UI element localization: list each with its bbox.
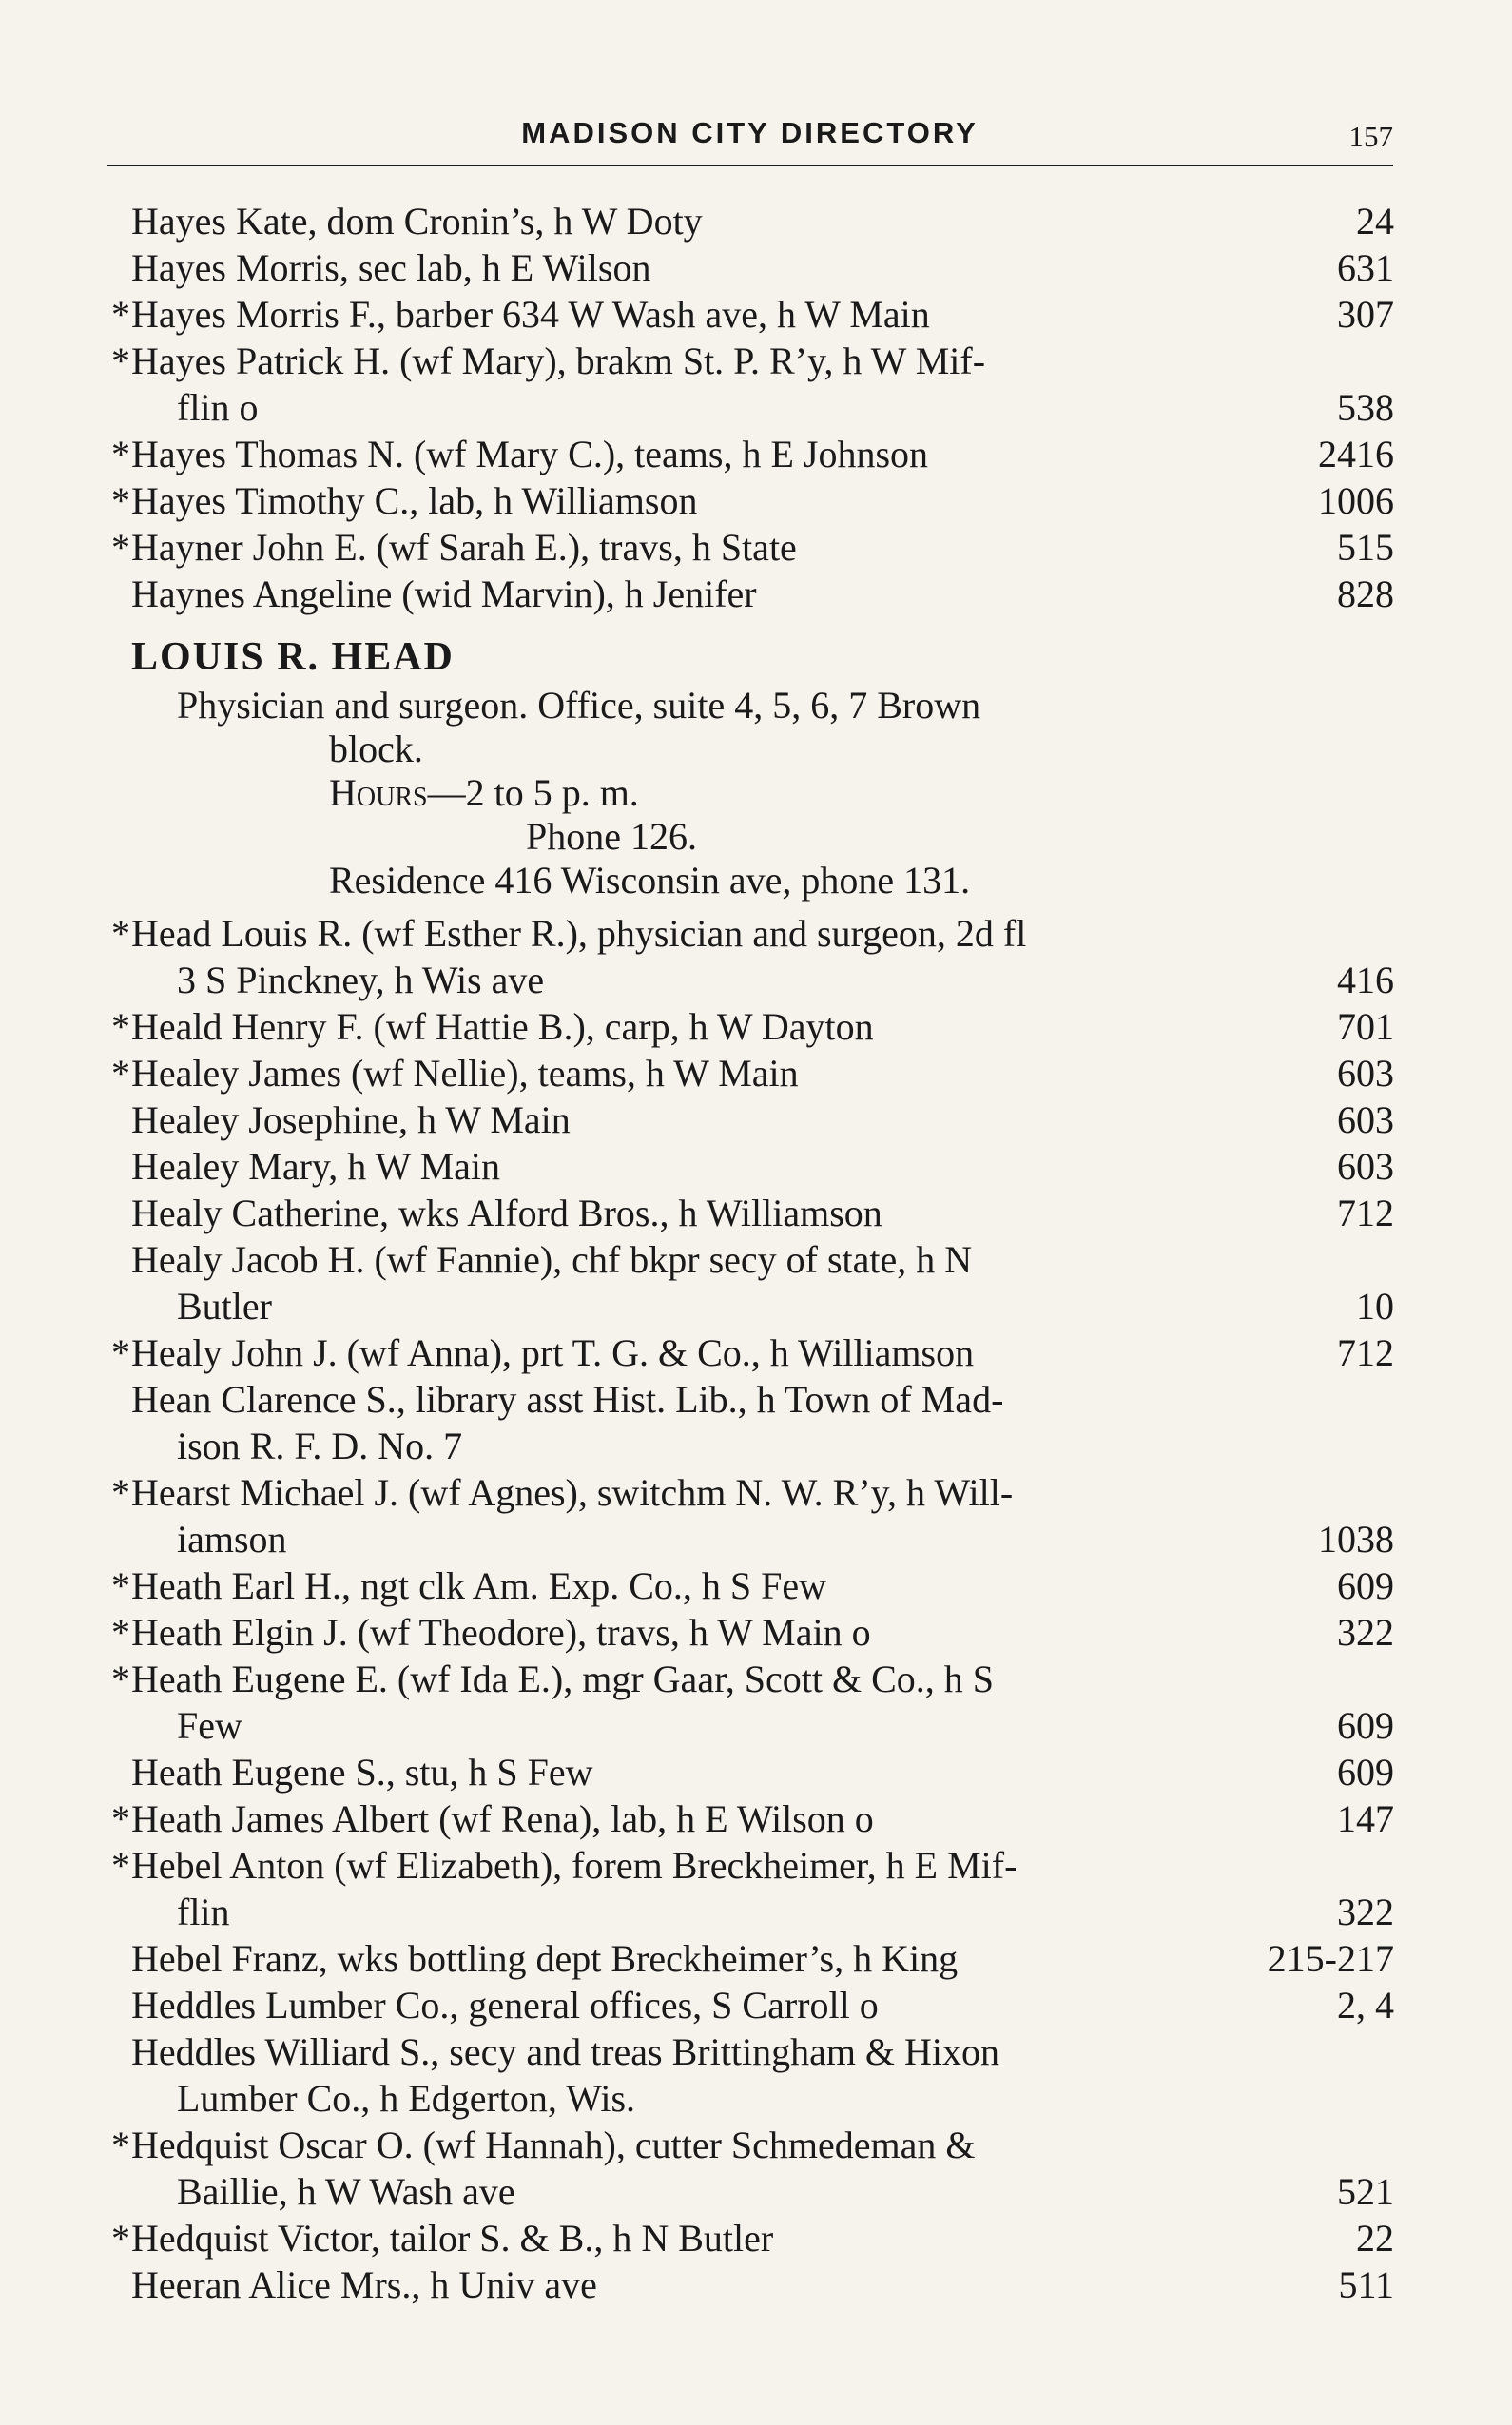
entry-number: 322 bbox=[1337, 1891, 1394, 1933]
directory-entry bbox=[105, 1935, 1394, 1982]
entry-line bbox=[105, 1656, 1394, 1702]
asterisk-marker: * bbox=[111, 340, 130, 382]
directory-entry bbox=[105, 198, 1394, 244]
entry-text: Heald Henry F. (wf Hattie B.), carp, h W Dayton bbox=[131, 1005, 874, 1048]
entry-text: Healey Mary, h W Main bbox=[131, 1145, 501, 1188]
entry-text: Hayes Patrick H. (wf Mary), brakm St. P. R’y, h W Mif- bbox=[131, 340, 986, 382]
directory-entry bbox=[105, 1050, 1394, 1096]
entry-number: 603 bbox=[1337, 1098, 1394, 1141]
directory-entry bbox=[105, 2261, 1394, 2308]
entry-text: Heath Earl H., ngt clk Am. Exp. Co., h S Few bbox=[131, 1564, 827, 1607]
entry-line bbox=[105, 1283, 1394, 1329]
entry-text: Heddles Lumber Co., general offices, S Carroll o bbox=[131, 1984, 879, 2027]
entry-text: Hebel Anton (wf Elizabeth), forem Breckheimer, h E Mif- bbox=[131, 1844, 1018, 1887]
entry-number: 701 bbox=[1337, 1005, 1394, 1048]
entry-line bbox=[105, 2215, 1394, 2261]
entry-number: 538 bbox=[1337, 386, 1394, 429]
advertisement-text: Physician and surgeon. Office, suite 4, 5, 6, 7 Brown bbox=[177, 684, 981, 727]
entry-text: 3 S Pinckney, h Wis ave bbox=[177, 959, 545, 1001]
entry-line bbox=[105, 2122, 1394, 2168]
entry-number: 712 bbox=[1337, 1192, 1394, 1234]
directory-entry bbox=[105, 1795, 1394, 1842]
entry-number: 603 bbox=[1337, 1145, 1394, 1188]
entry-line bbox=[105, 1423, 1394, 1469]
entry-line bbox=[105, 431, 1394, 477]
asterisk-marker: * bbox=[111, 433, 130, 475]
asterisk-marker: * bbox=[111, 2124, 130, 2166]
directory-entry bbox=[105, 1143, 1394, 1190]
entry-text: Hayner John E. (wf Sarah E.), travs, h State bbox=[131, 526, 797, 569]
entry-line bbox=[105, 2075, 1394, 2122]
entry-line bbox=[105, 2168, 1394, 2215]
entry-line bbox=[105, 1143, 1394, 1190]
directory-entry bbox=[105, 2122, 1394, 2215]
entry-text: Heeran Alice Mrs., h Univ ave bbox=[131, 2263, 597, 2306]
directory-entry bbox=[105, 1609, 1394, 1656]
entry-line bbox=[105, 1562, 1394, 1609]
entry-line bbox=[105, 338, 1394, 384]
entry-number: 609 bbox=[1337, 1564, 1394, 1607]
directory-entry bbox=[105, 571, 1394, 617]
entry-text: Hayes Kate, dom Cronin’s, h W Doty bbox=[131, 200, 703, 242]
entry-number: 24 bbox=[1356, 200, 1394, 242]
asterisk-marker: * bbox=[111, 1658, 130, 1700]
entry-text: Few bbox=[177, 1704, 242, 1747]
asterisk-marker: * bbox=[111, 479, 130, 522]
entry-text: Healy John J. (wf Anna), prt T. G. & Co., h Williamson bbox=[131, 1331, 975, 1374]
entry-number: 22 bbox=[1356, 2217, 1394, 2260]
entry-line bbox=[105, 1889, 1394, 1935]
entry-number: 2, 4 bbox=[1337, 1984, 1394, 2027]
entry-text: Healey James (wf Nellie), teams, h W Main bbox=[131, 1052, 799, 1095]
directory-entry bbox=[105, 338, 1394, 431]
directory-entry bbox=[105, 1236, 1394, 1329]
entry-number: 1006 bbox=[1318, 479, 1394, 522]
entry-text: Heath James Albert (wf Rena), lab, h E Wilson o bbox=[131, 1797, 874, 1840]
directory-entry bbox=[105, 1656, 1394, 1749]
entries-group-after bbox=[105, 910, 1394, 2308]
asterisk-marker: * bbox=[111, 912, 130, 955]
entry-line bbox=[105, 1749, 1394, 1795]
header-rule bbox=[107, 165, 1393, 166]
entry-number: 322 bbox=[1337, 1611, 1394, 1654]
asterisk-marker: * bbox=[111, 1564, 130, 1607]
entry-line bbox=[105, 1516, 1394, 1562]
directory-entry bbox=[105, 2215, 1394, 2261]
entry-line bbox=[105, 291, 1394, 338]
hours-value: —2 to 5 p. m. bbox=[427, 771, 639, 814]
directory-entry bbox=[105, 2028, 1394, 2122]
entry-text: Heddles Williard S., secy and treas Brittingham & Hixon bbox=[131, 2030, 1000, 2073]
entry-text: Hearst Michael J. (wf Agnes), switchm N. W. R’y, h Will- bbox=[131, 1471, 1014, 1514]
entry-line bbox=[105, 1096, 1394, 1143]
entry-line bbox=[105, 2028, 1394, 2075]
entry-text: Hebel Franz, wks bottling dept Breckheimer’s, h King bbox=[131, 1937, 959, 1980]
entry-number: 10 bbox=[1356, 1285, 1394, 1328]
entry-line bbox=[105, 524, 1394, 571]
entry-number: 521 bbox=[1337, 2170, 1394, 2213]
page-header bbox=[107, 112, 1393, 164]
entry-line bbox=[105, 244, 1394, 291]
directory-entry bbox=[105, 1749, 1394, 1795]
directory-entry bbox=[105, 1842, 1394, 1935]
directory-entry bbox=[105, 1469, 1394, 1562]
directory-entries bbox=[105, 198, 1394, 2308]
hours-label: Hours bbox=[329, 771, 428, 814]
entry-text: Healy Catherine, wks Alford Bros., h Williamson bbox=[131, 1192, 882, 1234]
asterisk-marker: * bbox=[111, 1005, 130, 1048]
asterisk-marker: * bbox=[111, 526, 130, 569]
advertisement-phone: Phone 126. bbox=[526, 815, 697, 858]
entry-text: Hayes Thomas N. (wf Mary C.), teams, h E Johnson bbox=[131, 433, 929, 475]
entry-text: Hayes Timothy C., lab, h Williamson bbox=[131, 479, 698, 522]
entry-text: Hayes Morris F., barber 634 W Wash ave, h W Main bbox=[131, 293, 930, 336]
entry-text: Heath Eugene S., stu, h S Few bbox=[131, 1751, 593, 1794]
entry-line bbox=[105, 1935, 1394, 1982]
entry-line bbox=[105, 910, 1394, 957]
entry-text: Baillie, h W Wash ave bbox=[177, 2170, 515, 2213]
asterisk-marker: * bbox=[111, 1611, 130, 1654]
directory-entry bbox=[105, 1003, 1394, 1050]
entry-number: 828 bbox=[1337, 572, 1394, 615]
asterisk-marker: * bbox=[111, 1797, 130, 1840]
asterisk-marker: * bbox=[111, 1844, 130, 1887]
advertisement-louis-r-head bbox=[105, 630, 1394, 902]
entry-line bbox=[105, 1982, 1394, 2028]
entry-text: flin bbox=[177, 1891, 230, 1933]
entry-line bbox=[105, 1609, 1394, 1656]
entry-line bbox=[105, 1050, 1394, 1096]
entry-number: 515 bbox=[1337, 526, 1394, 569]
entry-number: 307 bbox=[1337, 293, 1394, 336]
entry-line bbox=[105, 1469, 1394, 1516]
directory-entry bbox=[105, 1376, 1394, 1469]
entry-line bbox=[105, 1190, 1394, 1236]
entry-text: Heath Elgin J. (wf Theodore), travs, h W Main o bbox=[131, 1611, 871, 1654]
directory-entry bbox=[105, 431, 1394, 477]
entry-line bbox=[105, 1702, 1394, 1749]
directory-entry bbox=[105, 477, 1394, 524]
entry-number: 147 bbox=[1337, 1797, 1394, 1840]
advertisement-residence: Residence 416 Wisconsin ave, phone 131. bbox=[329, 859, 971, 902]
entry-number: 416 bbox=[1337, 959, 1394, 1001]
advertisement-line: block. bbox=[329, 728, 423, 770]
asterisk-marker: * bbox=[111, 293, 130, 336]
entry-line bbox=[105, 384, 1394, 431]
directory-entry bbox=[105, 291, 1394, 338]
entry-number: 215-217 bbox=[1267, 1937, 1394, 1980]
entry-line bbox=[105, 1329, 1394, 1376]
entry-line bbox=[105, 477, 1394, 524]
directory-entry bbox=[105, 1329, 1394, 1376]
entry-line bbox=[105, 1236, 1394, 1283]
entry-line bbox=[105, 1795, 1394, 1842]
entry-text: Hean Clarence S., library asst Hist. Lib., h Town of Mad- bbox=[131, 1378, 1004, 1421]
entry-text: Hedquist Victor, tailor S. & B., h N Butler bbox=[131, 2217, 774, 2260]
entry-number: 1038 bbox=[1318, 1518, 1394, 1561]
directory-entry bbox=[105, 910, 1394, 1003]
asterisk-marker: * bbox=[111, 1471, 130, 1514]
entry-text: Head Louis R. (wf Esther R.), physician and surgeon, 2d fl bbox=[131, 912, 1027, 955]
directory-entry bbox=[105, 1190, 1394, 1236]
entry-text: Lumber Co., h Edgerton, Wis. bbox=[177, 2077, 636, 2120]
directory-entry bbox=[105, 1982, 1394, 2028]
entries-group-before bbox=[105, 198, 1394, 617]
asterisk-marker: * bbox=[111, 1052, 130, 1095]
entry-text: Heath Eugene E. (wf Ida E.), mgr Gaar, Scott & Co., h S bbox=[131, 1658, 995, 1700]
directory-entry bbox=[105, 1562, 1394, 1609]
asterisk-marker: * bbox=[111, 1331, 130, 1374]
entry-line bbox=[105, 571, 1394, 617]
directory-entry bbox=[105, 524, 1394, 571]
entry-number: 609 bbox=[1337, 1704, 1394, 1747]
entry-line bbox=[105, 1842, 1394, 1889]
entry-number: 631 bbox=[1337, 246, 1394, 289]
entry-number: 712 bbox=[1337, 1331, 1394, 1374]
page-number: 157 bbox=[1348, 120, 1393, 153]
entry-line bbox=[105, 957, 1394, 1003]
entry-line bbox=[105, 2261, 1394, 2308]
entry-text: Butler bbox=[177, 1285, 272, 1328]
advertisement-name: LOUIS R. HEAD bbox=[131, 635, 455, 679]
entry-line bbox=[105, 198, 1394, 244]
directory-entry bbox=[105, 1096, 1394, 1143]
entry-line bbox=[105, 1376, 1394, 1423]
directory-title: MADISON CITY DIRECTORY bbox=[521, 116, 979, 149]
entry-text: Hedquist Oscar O. (wf Hannah), cutter Schmedeman & bbox=[131, 2124, 976, 2166]
entry-number: 609 bbox=[1337, 1751, 1394, 1794]
entry-text: Healey Josephine, h W Main bbox=[131, 1098, 571, 1141]
asterisk-marker: * bbox=[111, 2217, 130, 2260]
entry-text: Hayes Morris, sec lab, h E Wilson bbox=[131, 246, 651, 289]
entry-number: 511 bbox=[1338, 2263, 1394, 2306]
entry-text: Healy Jacob H. (wf Fannie), chf bkpr secy of state, h N bbox=[131, 1238, 973, 1281]
entry-number: 2416 bbox=[1318, 433, 1394, 475]
directory-entry bbox=[105, 244, 1394, 291]
advertisement-line bbox=[105, 684, 1394, 728]
entry-text: Haynes Angeline (wid Marvin), h Jenifer bbox=[131, 572, 757, 615]
entry-line bbox=[105, 1003, 1394, 1050]
entry-text: iamson bbox=[177, 1518, 287, 1561]
entry-text: ison R. F. D. No. 7 bbox=[177, 1425, 463, 1467]
entry-number: 603 bbox=[1337, 1052, 1394, 1095]
entry-text: flin o bbox=[177, 386, 259, 429]
advertisement-hours bbox=[105, 771, 1394, 815]
